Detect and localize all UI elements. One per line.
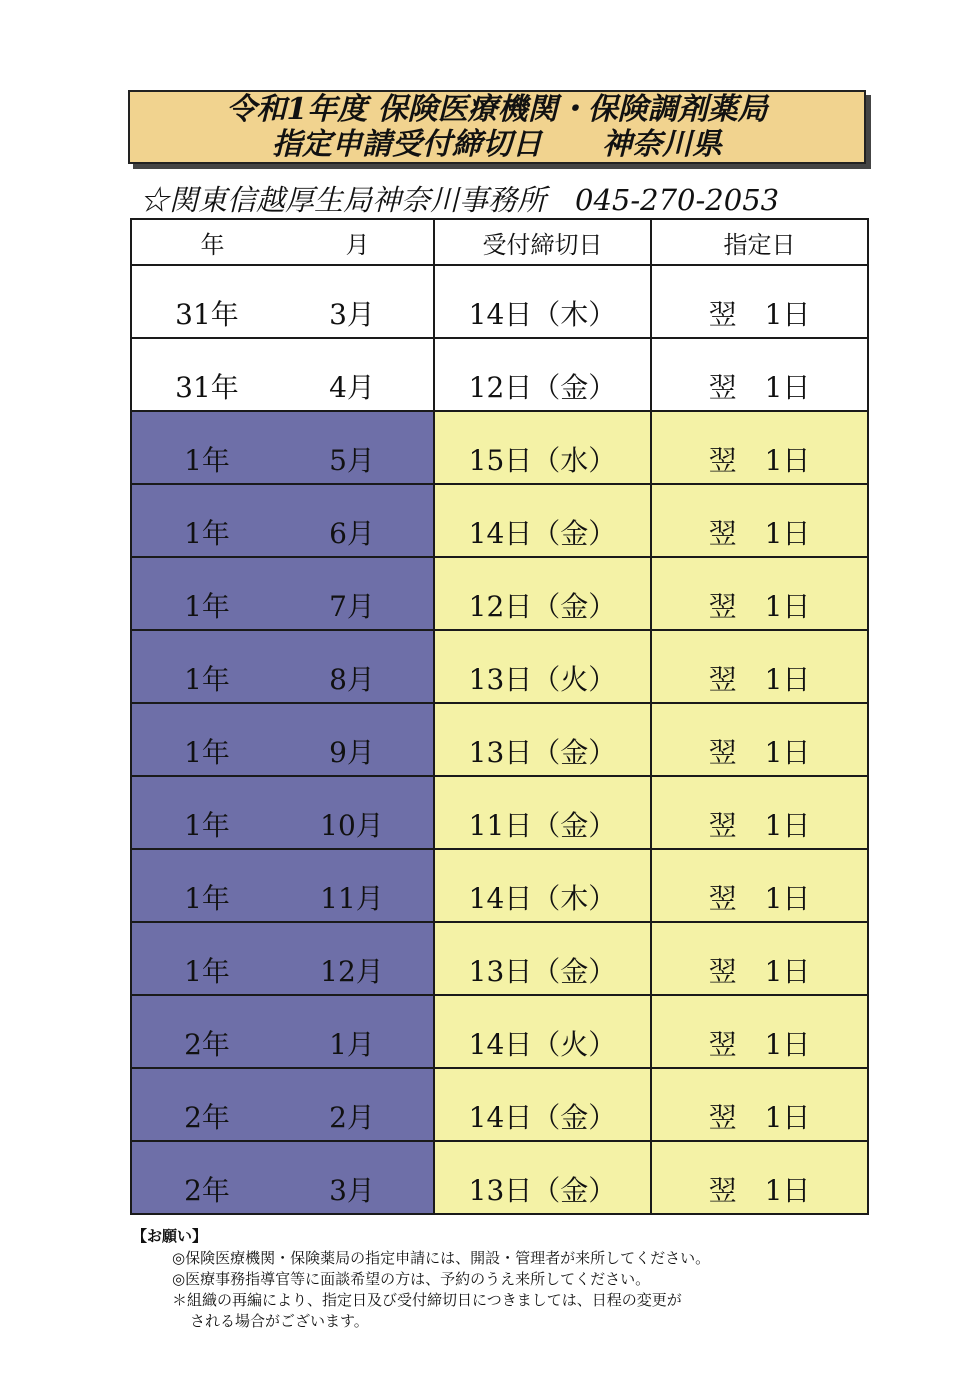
cell-designation-text: 翌 1日 — [708, 1028, 811, 1061]
cell-deadline — [434, 703, 651, 776]
table-row — [131, 1068, 868, 1141]
cell-deadline — [434, 922, 651, 995]
header-deadline: 受付締切日 — [434, 219, 651, 265]
cell-designation — [651, 776, 868, 849]
cell-deadline-text: 13日（金） — [468, 955, 617, 988]
cell-year: 1年 — [184, 663, 230, 696]
cell-month: 10月 — [320, 809, 384, 842]
cell-deadline — [434, 1068, 651, 1141]
cell-year-month — [131, 630, 434, 703]
cell-designation-text: 翌 1日 — [708, 298, 811, 331]
cell-designation-text: 翌 1日 — [708, 517, 811, 550]
cell-designation — [651, 849, 868, 922]
cell-month: 3月 — [329, 298, 375, 331]
cell-year: 1年 — [184, 882, 230, 915]
cell-year-month — [131, 995, 434, 1068]
cell-year-month — [131, 1068, 434, 1141]
cell-year: 2年 — [184, 1174, 230, 1207]
cell-deadline — [434, 995, 651, 1068]
table-row — [131, 411, 868, 484]
cell-designation-text: 翌 1日 — [708, 371, 811, 404]
cell-year: 1年 — [184, 517, 230, 550]
cell-year: 31年 — [175, 371, 239, 404]
cell-year-month — [131, 849, 434, 922]
table-row — [131, 630, 868, 703]
cell-year-month — [131, 411, 434, 484]
table-row — [131, 849, 868, 922]
cell-year: 1年 — [184, 590, 230, 623]
cell-deadline-text: 13日（火） — [468, 663, 617, 696]
cell-deadline — [434, 630, 651, 703]
cell-year-month — [131, 338, 434, 411]
table-row — [131, 703, 868, 776]
notes-section — [132, 1226, 710, 1332]
cell-month: 7月 — [329, 590, 375, 623]
table-row — [131, 338, 868, 411]
cell-month: 9月 — [329, 736, 375, 769]
cell-designation — [651, 1141, 868, 1214]
cell-designation — [651, 557, 868, 630]
cell-designation — [651, 922, 868, 995]
cell-designation — [651, 484, 868, 557]
note-item: ◎保険医療機関・保険薬局の指定申請には、開設・管理者が来所してください。 — [172, 1249, 711, 1267]
schedule-table — [130, 218, 869, 1215]
cell-year: 1年 — [184, 736, 230, 769]
cell-deadline — [434, 484, 651, 557]
cell-deadline — [434, 338, 651, 411]
cell-month: 6月 — [329, 517, 375, 550]
cell-year-month — [131, 484, 434, 557]
cell-month: 4月 — [329, 371, 375, 404]
note-item: ◎医療事務指導官等に面談希望の方は、予約のうえ来所してください。 — [172, 1270, 651, 1288]
header-designation: 指定日 — [651, 219, 868, 265]
cell-year: 2年 — [184, 1028, 230, 1061]
cell-deadline-text: 12日（金） — [468, 590, 617, 623]
cell-designation-text: 翌 1日 — [708, 882, 811, 915]
cell-designation-text: 翌 1日 — [708, 736, 811, 769]
cell-deadline — [434, 849, 651, 922]
cell-year: 1年 — [184, 955, 230, 988]
cell-deadline-text: 14日（木） — [468, 298, 617, 331]
note-item: ＊組織の再編により、指定日及び受付締切日につきましては、日程の変更が — [172, 1291, 682, 1309]
table-row — [131, 995, 868, 1068]
cell-designation-text: 翌 1日 — [708, 663, 811, 696]
cell-month: 2月 — [329, 1101, 375, 1134]
table-row — [131, 484, 868, 557]
cell-deadline-text: 14日（金） — [468, 1101, 617, 1134]
cell-deadline — [434, 411, 651, 484]
table-row — [131, 265, 868, 338]
cell-designation-text: 翌 1日 — [708, 444, 811, 477]
cell-deadline-text: 14日（木） — [468, 882, 617, 915]
header-month: 月 — [345, 230, 370, 259]
cell-designation — [651, 995, 868, 1068]
cell-deadline-text: 15日（水） — [468, 444, 617, 477]
table-header-row — [131, 219, 868, 265]
cell-designation — [651, 703, 868, 776]
cell-deadline — [434, 776, 651, 849]
title-banner — [128, 90, 866, 164]
cell-year: 1年 — [184, 444, 230, 477]
cell-deadline — [434, 557, 651, 630]
cell-designation-text: 翌 1日 — [708, 809, 811, 842]
cell-year-month — [131, 776, 434, 849]
cell-year: 31年 — [175, 298, 239, 331]
cell-deadline-text: 11日（金） — [468, 809, 617, 842]
cell-month: 11月 — [320, 882, 384, 915]
cell-deadline — [434, 1141, 651, 1214]
cell-deadline-text: 14日（金） — [468, 517, 617, 550]
cell-designation-text: 翌 1日 — [708, 1101, 811, 1134]
cell-year: 1年 — [184, 809, 230, 842]
header-year: 年 — [200, 230, 225, 259]
cell-designation-text: 翌 1日 — [708, 1174, 811, 1207]
cell-deadline-text: 14日（火） — [468, 1028, 617, 1061]
table-row — [131, 776, 868, 849]
cell-deadline-text: 12日（金） — [468, 371, 617, 404]
title-line-2: 指定申請受付締切日 神奈川県 — [272, 127, 722, 162]
office-contact: ☆関東信越厚生局神奈川事務所 045-270-2053 — [140, 183, 780, 217]
cell-deadline-text: 13日（金） — [468, 1174, 617, 1207]
table-row — [131, 922, 868, 995]
cell-month: 1月 — [329, 1028, 375, 1061]
cell-year-month — [131, 1141, 434, 1214]
cell-designation — [651, 338, 868, 411]
cell-month: 8月 — [329, 663, 375, 696]
table-row — [131, 557, 868, 630]
cell-year-month — [131, 703, 434, 776]
table-row — [131, 1141, 868, 1214]
cell-designation — [651, 1068, 868, 1141]
cell-month: 12月 — [320, 955, 384, 988]
cell-deadline — [434, 265, 651, 338]
title-line-1: 令和1年度 保険医療機関・保険調剤薬局 — [226, 92, 768, 127]
cell-designation — [651, 630, 868, 703]
note-continuation: される場合がございます。 — [190, 1312, 369, 1330]
cell-designation-text: 翌 1日 — [708, 955, 811, 988]
cell-year-month — [131, 922, 434, 995]
cell-deadline-text: 13日（金） — [468, 736, 617, 769]
cell-designation — [651, 411, 868, 484]
cell-designation-text: 翌 1日 — [708, 590, 811, 623]
header-year-month — [131, 219, 434, 265]
cell-year-month — [131, 557, 434, 630]
cell-month: 5月 — [329, 444, 375, 477]
cell-year: 2年 — [184, 1101, 230, 1134]
cell-month: 3月 — [329, 1174, 375, 1207]
notes-heading: 【お願い】 — [132, 1227, 208, 1245]
cell-year-month — [131, 265, 434, 338]
cell-designation — [651, 265, 868, 338]
